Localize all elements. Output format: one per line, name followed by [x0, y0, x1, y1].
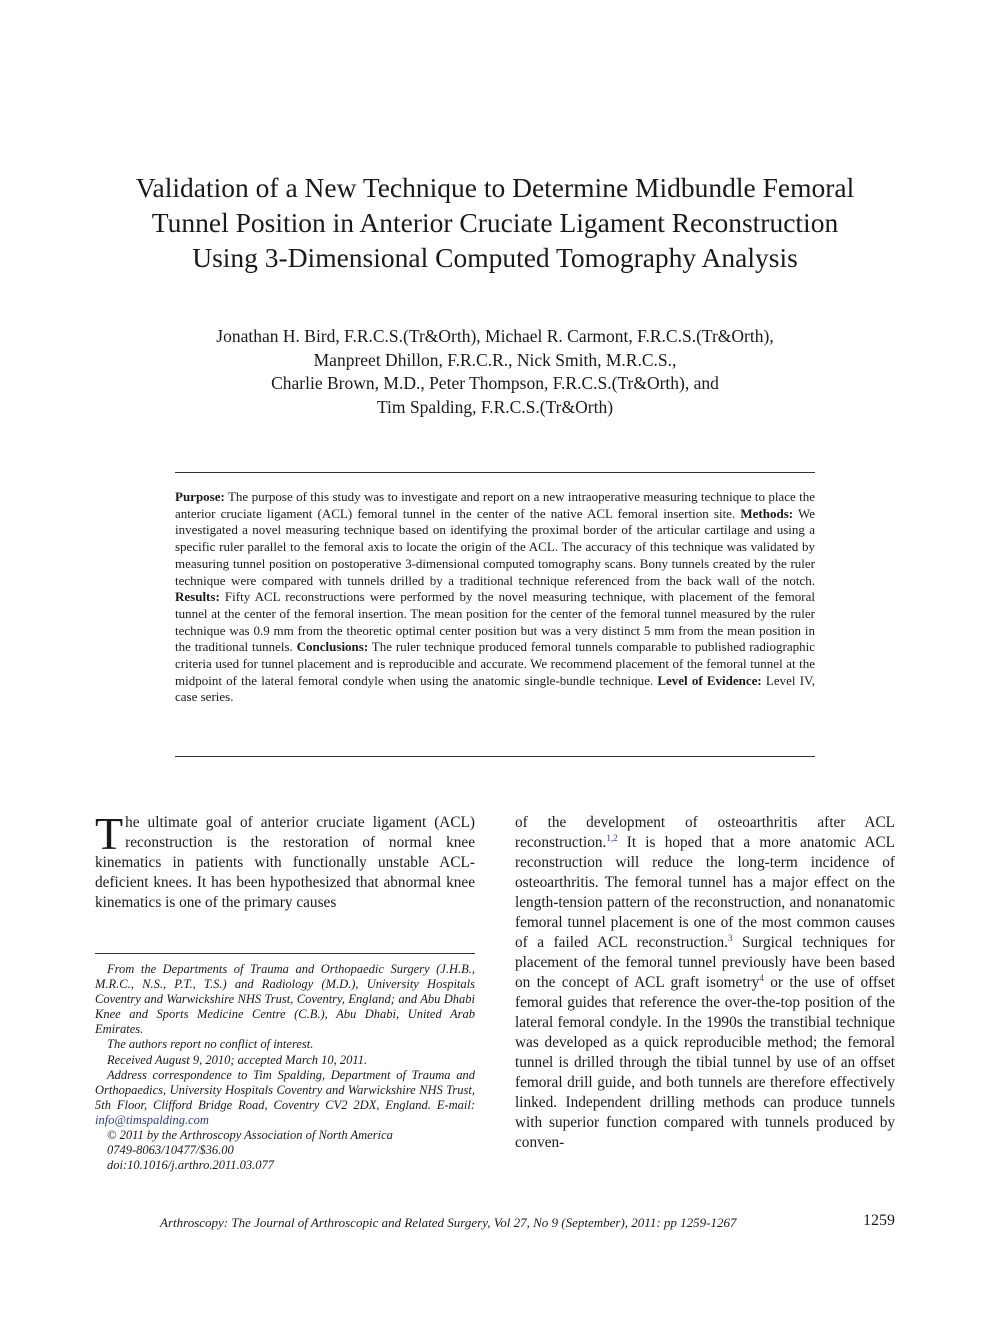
footnotes	[95, 962, 475, 1173]
author-line: Charlie Brown, M.D., Peter Thompson, F.R.C.S.(Tr&Orth), and	[271, 373, 719, 393]
body-text: Surgical techniques for placement of the femoral tunnel previously have been based on the concept of ACL graft isometry	[515, 934, 895, 991]
footnote-address	[95, 1068, 475, 1128]
footnote-affiliations: From the Departments of Trauma and Orthopaedic Surgery (J.H.B., M.R.C., N.S., P.T., T.S.) and Radiology (M.D.), University Hospitals Coventry and Warwickshire NHS Trust, Coventry, England; and Abu Dhabi Knee and Sports Medicine Centre (C.B.), Abu Dhabi, United Arab Emirates.	[95, 962, 475, 1037]
author-list	[60, 325, 930, 419]
body-column-right	[515, 813, 895, 1153]
footnote-rule	[95, 953, 475, 954]
footnote-issn: 0749-8063/10477/$36.00	[107, 1143, 234, 1158]
page-number: 1259	[863, 1212, 895, 1229]
body-text: of the development of osteoarthritis after ACL reconstruction.	[515, 814, 895, 851]
author-line: Tim Spalding, F.R.C.S.(Tr&Orth)	[376, 396, 614, 417]
author-line: Manpreet Dhillon, F.R.C.R., Nick Smith, M.R.C.S.,	[313, 349, 677, 370]
email-link[interactable]: info@timspalding.com	[95, 1112, 209, 1127]
footnote-doi: doi:10.1016/j.arthro.2011.03.077	[107, 1158, 275, 1173]
footnote-address-text: Address correspondence to Tim Spalding, Department of Trauma and Orthopaedics, University Hospitals Coventry and Warwickshire NHS Trust, 5th Floor, Clifford Bridge Road, Coventry CV2 2DX, England. E-mail:	[95, 1067, 475, 1112]
abstract-results-label: Results:	[175, 589, 220, 605]
abstract-methods-label: Methods:	[740, 505, 794, 521]
title-line: Validation of a New Technique to Determine Midbundle Femoral	[135, 172, 855, 203]
footnote-copyright: © 2011 by the Arthroscopy Association of North America	[107, 1128, 393, 1143]
article-title	[60, 170, 930, 275]
footnote-conflict: The authors report no conflict of interest.	[107, 1037, 314, 1052]
abstract-conclusions: The ruler technique produced femoral tunnels comparable to published radiographic criteria used for tunnel placement and is reproducible and accurate. We recommend placement of the femoral tunnel at the midpoint of the lateral femoral condyle when using the anatomic single-bundle technique.	[175, 639, 815, 688]
footnote-received: Received August 9, 2010; accepted March 10, 2011.	[107, 1052, 368, 1067]
journal-citation: Arthroscopy: The Journal of Arthroscopic and Related Surgery, Vol 27, No 9 (September), 2011: pp 1259-1267	[160, 1215, 737, 1230]
abstract-purpose-label: Purpose:	[175, 489, 225, 504]
title-line: Using 3-Dimensional Computed Tomography Analysis	[192, 242, 798, 273]
body-column-left	[95, 808, 475, 913]
abstract-loe: Level IV, case series.	[175, 672, 815, 705]
drop-cap: T	[95, 808, 124, 859]
title-line: Tunnel Position in Anterior Cruciate Ligament Reconstruction	[151, 207, 839, 238]
body-text: It is hoped that a more anatomic ACL reconstruction will reduce the long-term incidence of osteoarthritis. The femoral tunnel has a major effect on the length-tension pattern of the reconstruction, and nonanatomic femoral tunnel placement is one of the most common causes of a failed ACL reconstruction.	[515, 834, 895, 951]
abstract-results: Fifty ACL reconstructions were performed by the novel measuring technique, with placement of the femoral tunnel at the center of the femoral insertion. The mean position for the center of the femoral tunnel measured by the ruler technique was 0.9 mm from the theoretic optimal center position but was a very distinct 5 mm from the mean position in the traditional tunnels.	[175, 589, 816, 655]
abstract-loe-label: Level of Evidence:	[657, 672, 762, 688]
author-line: Jonathan H. Bird, F.R.C.S.(Tr&Orth), Michael R. Carmont, F.R.C.S.(Tr&Orth),	[216, 326, 774, 346]
reference-link[interactable]: 1,2	[606, 832, 618, 843]
body-text: he ultimate goal of anterior cruciate ligament (ACL) reconstruction is the restoration of normal knee kinematics in patients with functionally unstable ACL-deficient knees. It has been hypothesized that abnormal knee kinematics is one of the primary causes	[95, 814, 475, 911]
abstract-top-rule	[175, 472, 815, 473]
abstract-conclusions-label: Conclusions:	[296, 639, 369, 655]
abstract-purpose: The purpose of this study was to investigate and report on a new intraoperative measuring technique to place the anterior cruciate ligament (ACL) femoral tunnel in the center of the native ACL femoral insertion site.	[175, 489, 815, 521]
reference-link[interactable]: 3	[727, 932, 733, 943]
abstract-methods: We investigated a novel measuring technique based on identifying the proximal border of the articular cartilage and using a specific ruler parallel to the femoral axis to locate the origin of the ACL. The accuracy of this technique was validated by measuring tunnel position on postoperative 3-dimensional computed tomography scans. Bony tunnels created by the ruler technique were compared with tunnels drilled by a traditional technique referenced from the back wall of the notch.	[175, 505, 815, 588]
body-text: or the use of offset femoral guides that reference the over-the-top position of the lateral femoral condyle. In the 1990s the transtibial technique was developed as a quick reproducible method; the femoral tunnel is drilled through the tibial tunnel by use of an offset femoral drill guide, and both tunnels are therefore effectively linked. Independent drilling methods can produce tunnels with superior function compared with tunnels produced by conven-	[515, 974, 895, 1151]
reference-link[interactable]: 4	[759, 972, 764, 983]
abstract-bottom-rule	[175, 756, 815, 757]
abstract	[175, 489, 815, 706]
